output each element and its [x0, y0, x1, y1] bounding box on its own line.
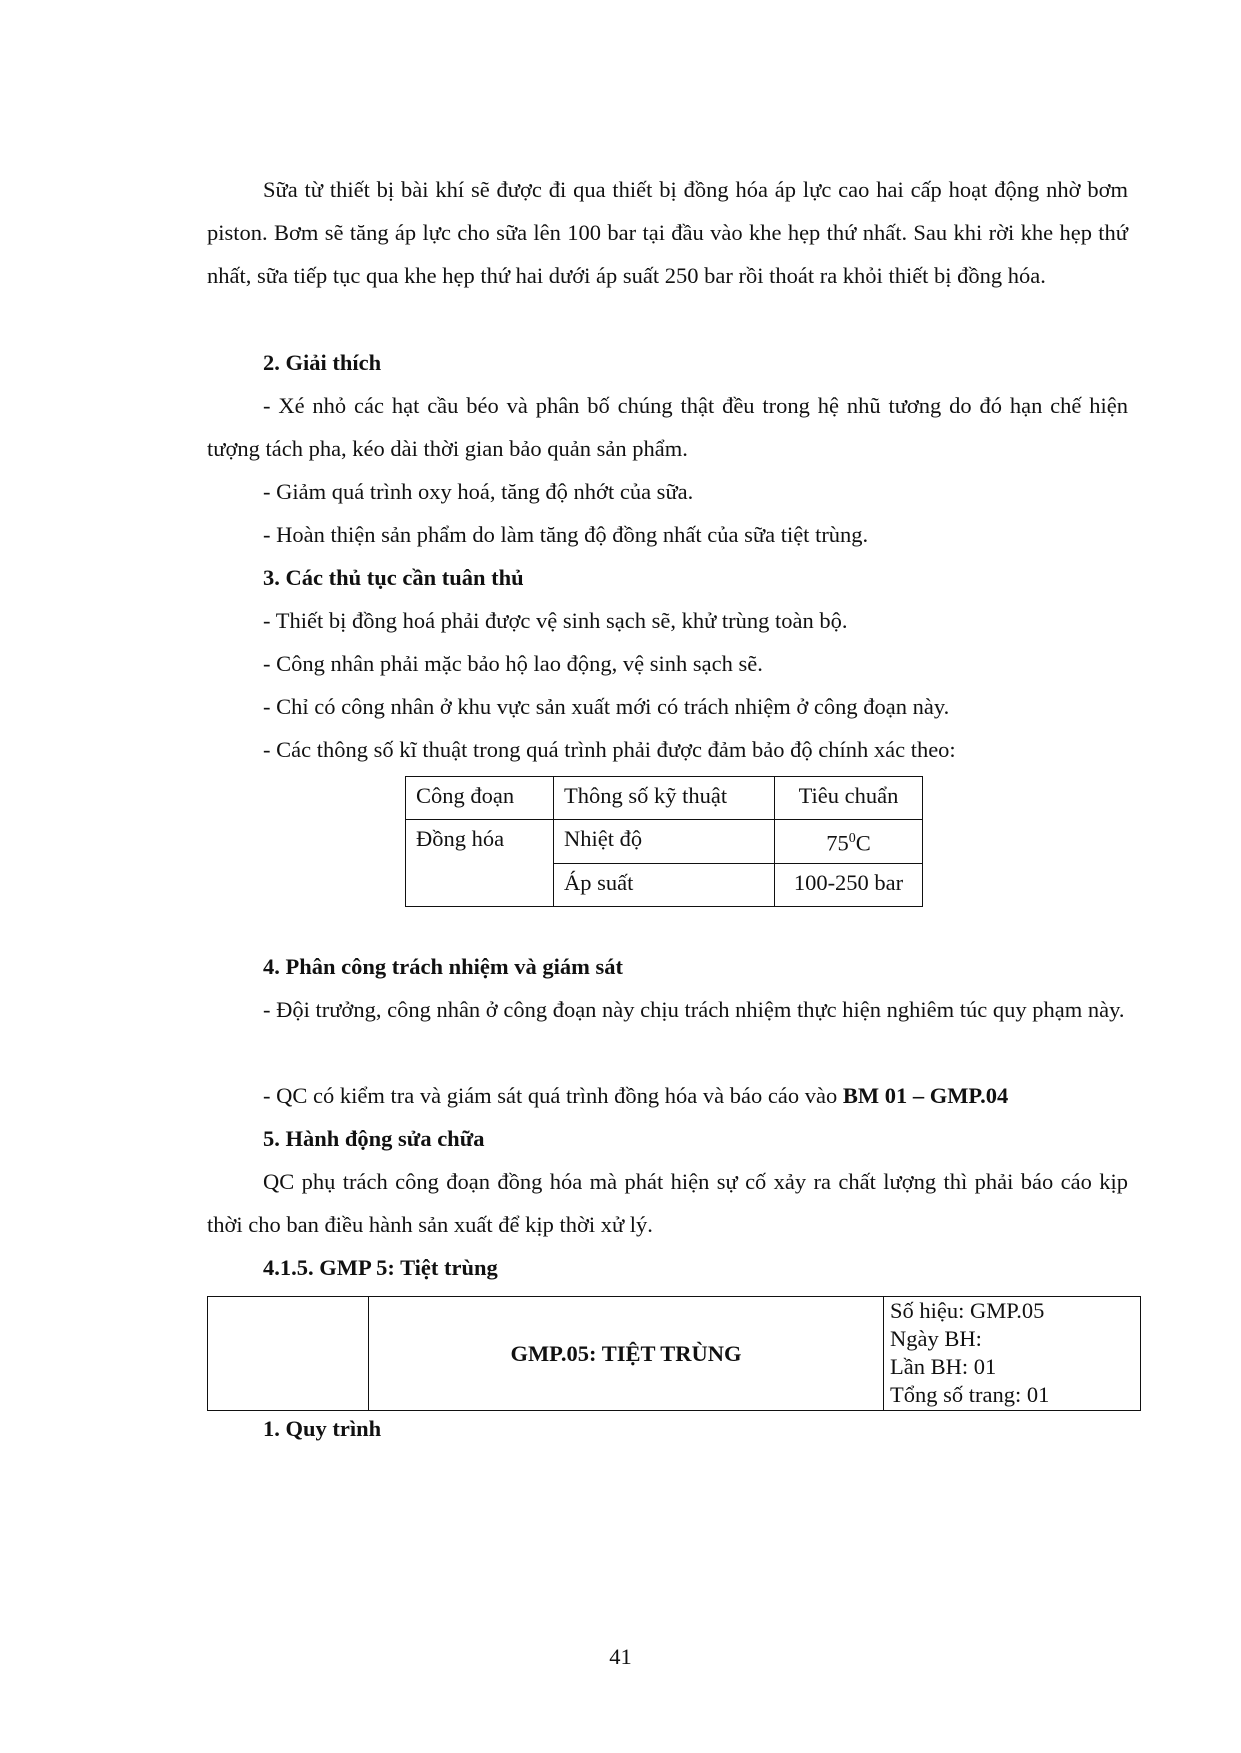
- section-4-heading: 4. Phân công trách nhiệm và giám sát: [263, 954, 623, 979]
- meta-issue-date: Ngày BH:: [890, 1326, 982, 1351]
- section-3-item-1: - Thiết bị đồng hoá phải được vệ sinh sạch sẽ, khử trùng toàn bộ.: [263, 608, 848, 633]
- value-cell: $75^0C$: [775, 820, 923, 864]
- section-3-item-2: - Công nhân phải mặc bảo hộ lao động, vệ sinh sạch sẽ.: [263, 651, 763, 676]
- section-5-heading: 5. Hành động sửa chữa: [263, 1126, 485, 1151]
- meta-total-pages: Tổng số trang: 01: [890, 1382, 1050, 1407]
- section-2-heading: 2. Giải thích: [263, 350, 382, 375]
- section-3-item-4: - Các thông số kĩ thuật trong quá trình phải được đảm bảo độ chính xác theo:: [263, 737, 956, 762]
- form-reference: BM 01 – GMP.04: [842, 1083, 1009, 1108]
- stage-cell: Đồng hóa: [406, 820, 554, 907]
- spec-table: [405, 776, 923, 907]
- gmp-header-table: [207, 1296, 1141, 1411]
- page-number: 41: [609, 1644, 632, 1669]
- gmp-5-heading: 4.1.5. GMP 5: Tiệt trùng: [263, 1255, 498, 1280]
- intro-paragraph: Sữa từ thiết bị bài khí sẽ được đi qua thiết bị đồng hóa áp lực cao hai cấp hoạt động nhờ bơm piston. Bơm sẽ tăng áp lực cho sữa lên 100 bar tại đầu vào khe hẹp thứ nhất. Sau khi rời khe hẹp thứ nhất, sữa tiếp tục qua khe hẹp thứ hai dưới áp suất 250 bar rồi thoát ra khỏi thiết bị đồng hóa.: [207, 177, 1128, 288]
- section-2-item-1: - Xé nhỏ các hạt cầu béo và phân bố chúng thật đều trong hệ nhũ tương do đó hạn chế hiện tượng tách pha, kéo dài thời gian bảo quản sản phẩm.: [207, 393, 1128, 461]
- section-4-item-2: - QC có kiểm tra và giám sát quá trình đồng hóa và báo cáo vào BM 01 – GMP.04: [263, 1083, 1009, 1108]
- gmp-meta: [884, 1297, 1141, 1411]
- header-cell-stage: Công đoạn: [406, 777, 554, 820]
- header-cell-parameter: Thông số kỹ thuật: [554, 777, 775, 820]
- gmp-title: GMP.05: TIỆT TRÙNG: [369, 1297, 884, 1411]
- meta-revision: Lần BH: 01: [890, 1354, 997, 1379]
- section-2-item-3: - Hoàn thiện sản phẩm do làm tăng độ đồng nhất của sữa tiệt trùng.: [263, 522, 869, 547]
- table-header-row: [406, 777, 923, 820]
- parameter-cell: Áp suất: [554, 863, 775, 906]
- logo-cell: [208, 1297, 369, 1411]
- meta-doc-number: Số hiệu: GMP.05: [890, 1298, 1045, 1323]
- section-2-item-2: - Giảm quá trình oxy hoá, tăng độ nhớt của sữa.: [263, 479, 694, 504]
- section-5-paragraph: QC phụ trách công đoạn đồng hóa mà phát hiện sự cố xảy ra chất lượng thì phải báo cáo kịp thời cho ban điều hành sản xuất để kịp thời xử lý.: [207, 1169, 1128, 1237]
- table-row: [406, 820, 923, 864]
- section-3-heading: 3. Các thủ tục cần tuân thủ: [263, 565, 524, 590]
- section-4-item-1: - Đội trưởng, công nhân ở công đoạn này chịu trách nhiệm thực hiện nghiêm túc quy phạm này.: [263, 997, 1125, 1022]
- header-cell-standard: Tiêu chuẩn: [775, 777, 923, 820]
- value-cell: 100-250 bar: [775, 863, 923, 906]
- parameter-cell: Nhiệt độ: [554, 820, 775, 864]
- process-heading: 1. Quy trình: [263, 1416, 382, 1441]
- section-3-item-3: - Chỉ có công nhân ở khu vực sản xuất mới có trách nhiệm ở công đoạn này.: [263, 694, 950, 719]
